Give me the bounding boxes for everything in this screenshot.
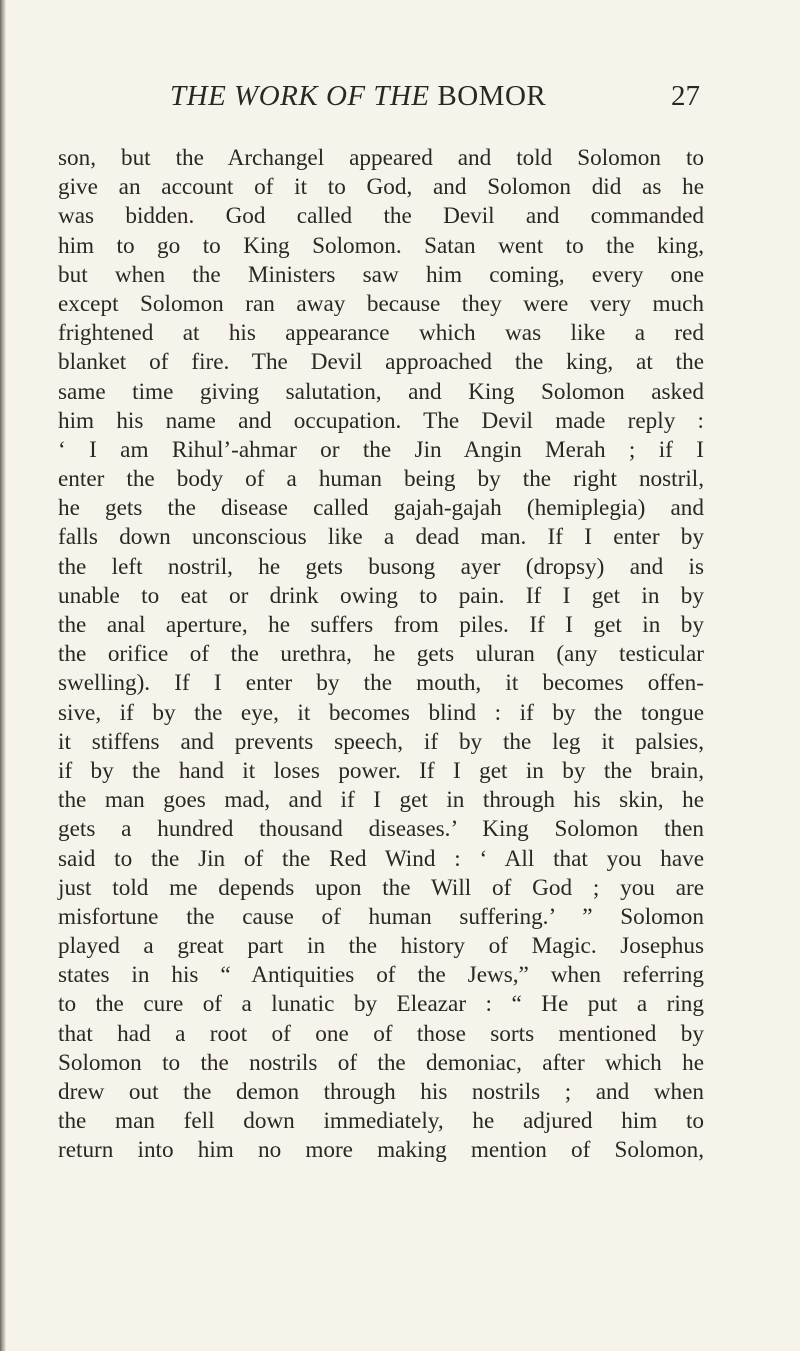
text-line: it stiffens and prevents speech, if by the leg it palsies, [58,728,704,755]
text-line: him his name and occupation. The Devil made reply : [58,407,704,434]
text-line: enter the body of a human being by the right nostril, [58,466,704,493]
page-number: 27 [671,80,700,112]
text-line: the man goes mad, and if I get in through his skin, he [58,787,704,814]
text-line: drew out the demon through his nostrils ; and when [58,1079,704,1105]
running-title [170,80,546,113]
text-line: falls down unconscious like a dead man. If I enter by [58,524,704,551]
text-line: just told me depends upon the Will of God ; you are [58,874,704,901]
text-line: misfortune the cause of human suffering.’ ” Solomon [58,903,704,930]
text-line: son, but the Archangel appeared and told Solomon to [58,145,704,171]
text-line: the man fell down immediately, he adjured him to [58,1108,704,1135]
text-line: return into him no more making mention of Solomon, [58,1137,704,1164]
text-line: sive, if by the eye, it becomes blind : if by the tongue [58,699,704,726]
text-line: Solomon to the nostrils of the demoniac, after which he [58,1049,704,1076]
page-edge-shadow [0,0,6,1351]
text-line: same time giving salutation, and King Solomon asked [58,378,704,405]
text-line: except Solomon ran away because they were very much [58,290,704,317]
text-line: that had a root of one of those sorts mentioned by [58,1020,704,1047]
text-line: if by the hand it loses power. If I get in by the brain, [58,757,704,784]
text-line: frightened at his appearance which was like a red [58,320,704,347]
text-line: was bidden. God called the Devil and commanded [58,203,704,230]
text-line: unable to eat or drink owing to pain. If I get in by [58,582,704,609]
text-line: said to the Jin of the Red Wind : ‘ All that you have [58,845,704,872]
text-line: blanket of fire. The Devil approached the king, at the [58,349,704,376]
text-line: the orifice of the urethra, he gets uluran (any testicular [58,641,704,668]
text-line: swelling). If I enter by the mouth, it becomes offen- [58,670,704,697]
text-line: the anal aperture, he suffers from piles. If I get in by [58,612,704,638]
text-line: played a great part in the history of Magic. Josephus [58,933,704,960]
text-line: but when the Ministers saw him coming, every one [58,261,704,288]
body-text [58,144,704,1166]
text-line: give an account of it to God, and Solomon did as he [58,174,704,201]
text-line: ‘ I am Rihul’-ahmar or the Jin Angin Merah ; if I [58,436,704,463]
text-line: states in his “ Antiquities of the Jews,” when referring [58,962,704,989]
running-header [60,80,700,120]
text-line: gets a hundred thousand diseases.’ King Solomon then [58,816,704,843]
text-line: the left nostril, he gets busong ayer (dropsy) and is [58,553,704,580]
running-title-italic: THE WORK OF THE [170,80,430,112]
text-line: to the cure of a lunatic by Eleazar : “ He put a ring [58,991,704,1018]
running-title-upright: BOMOR [437,80,547,112]
text-line: he gets the disease called gajah-gajah (hemiplegia) and [58,495,704,522]
text-line: him to go to King Solomon. Satan went to the king, [58,232,704,259]
